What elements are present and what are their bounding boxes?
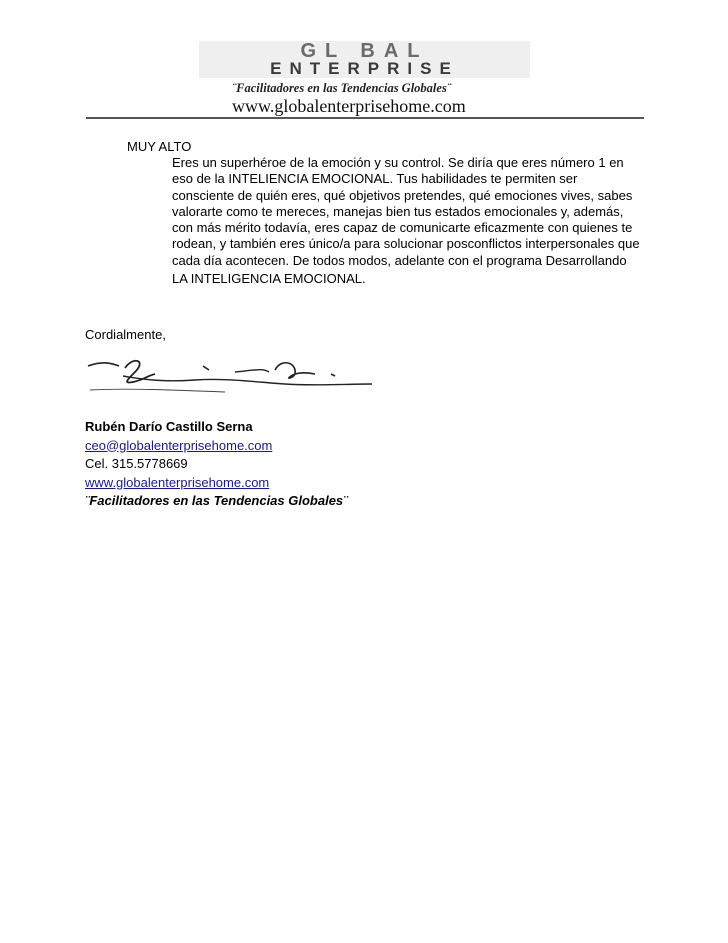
header-divider	[86, 117, 644, 119]
paragraph-line: cada día acontecen. De todos modos, adelante con el programa Desarrollando	[172, 252, 627, 268]
signer-phone: Cel. 315.5778669	[85, 456, 188, 471]
paragraph-line: rodean, y también eres único/a para solucionar posconflictos interpersonales que	[172, 236, 640, 252]
signer-website-link[interactable]: www.globalenterprisehome.com	[85, 474, 270, 490]
paragraph-line: consciente de quién eres, qué objetivos pretendes, qué emociones vives, sabes	[172, 187, 633, 203]
logo-top-line: GL BAL	[300, 40, 429, 62]
handwritten-signature	[85, 354, 375, 400]
paragraph-line: valorarte como te mereces, manejas bien tus estados emocionales y, además,	[172, 203, 624, 219]
paragraph-line: Eres un superhéroe de la emoción y su control. Se diría que eres número 1 en	[172, 155, 624, 170]
logo-bottom-line: ENTERPRISE	[270, 59, 459, 78]
paragraph-line: con más mérito todavía, eres capaz de comunicarte eficazmente con quienes te	[172, 220, 633, 236]
paragraph-line: LA INTELIGENCIA EMOCIONAL.	[172, 271, 366, 287]
signer-tagline: ¨Facilitadores en las Tendencias Globales¨	[85, 493, 348, 508]
signer-name: Rubén Darío Castillo Serna	[85, 419, 253, 434]
company-logo	[199, 41, 530, 78]
result-paragraph	[172, 155, 652, 287]
closing-salutation: Cordialmente,	[85, 327, 166, 342]
signature-block	[85, 418, 348, 511]
result-level: MUY ALTO	[127, 139, 192, 154]
signer-email-link[interactable]: ceo@globalenterprisehome.com	[85, 437, 273, 453]
paragraph-line: eso de la INTELIENCIA EMOCIONAL. Tus habilidades te permiten ser	[172, 171, 578, 187]
header-slogan: ¨Facilitadores en las Tendencias Globales¨	[232, 81, 451, 95]
header-website: www.globalenterprisehome.com	[232, 96, 466, 116]
